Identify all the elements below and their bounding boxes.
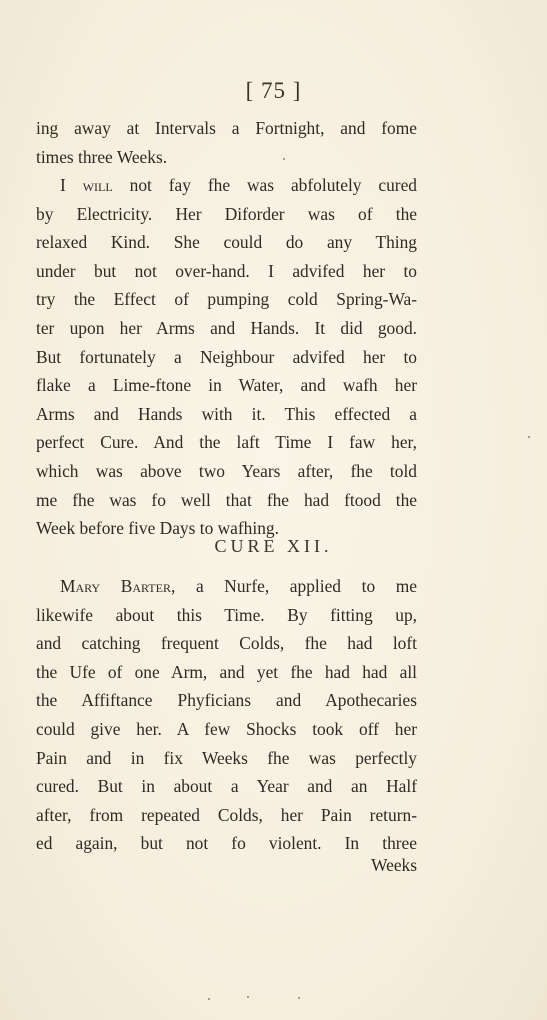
text-line: me fhe was fo well that fhe had ftood the — [36, 489, 417, 510]
text-line: after, from repeated Colds, her Pain return- — [36, 804, 417, 825]
text-line: the Affiftance Phyficians and Apothecaries — [36, 690, 417, 711]
text-line: by Electricity. Her Diforder was of the — [36, 203, 417, 224]
text-line: Arms and Hands with it. This effected a — [36, 403, 417, 424]
lead-words: Mary Barter, — [60, 576, 176, 596]
text-line-first — [36, 572, 417, 601]
text-line: ed again, but not fo violent. In three — [36, 833, 417, 854]
text-line: But fortunately a Neighbour advifed her to — [36, 346, 417, 367]
text-line: times three Weeks. — [36, 146, 168, 167]
lead-words: I will — [60, 175, 113, 195]
text-line: not fay fhe was abfolutely cured — [112, 175, 418, 195]
text-line: flake a Lime-ftone in Water, and wafh her — [36, 375, 417, 396]
text-line: and catching frequent Colds, fhe had loft — [36, 633, 417, 654]
text-line: under but not over-hand. I advifed her to — [36, 260, 417, 281]
paragraph-cure-xi-end — [36, 171, 417, 543]
section-heading: CURE XII. — [214, 536, 333, 556]
text-line: cured. But in about a Year and an Half — [36, 776, 417, 797]
text-line: relaxed Kind. She could do any Thing — [36, 232, 417, 253]
text-line: ter upon her Arms and Hands. It did good. — [36, 317, 417, 338]
paper-speck — [208, 998, 210, 1000]
paragraph-continuation — [36, 114, 417, 171]
text-line: could give her. A few Shocks took off her — [36, 718, 417, 739]
page-number: [ 75 ] — [245, 78, 302, 103]
text-line-first — [36, 171, 417, 200]
catchword: Weeks — [371, 855, 417, 875]
paragraph-cure-xii — [36, 572, 417, 858]
text-line: ing away at Intervals a Fortnight, and fome — [36, 118, 417, 138]
text-line: try the Effect of pumping cold Spring-Wa- — [36, 289, 417, 310]
paper-speck — [528, 436, 530, 438]
text-line: Pain and in fix Weeks fhe was perfectly — [36, 747, 417, 768]
paper-speck — [283, 158, 285, 160]
text-line: the Ufe of one Arm, and yet fhe had had all — [36, 661, 417, 682]
text-line: likewife about this Time. By fitting up, — [36, 604, 417, 625]
paper-speck — [247, 996, 249, 998]
text-line: a Nurfe, applied to me — [175, 576, 418, 596]
text-line: perfect Cure. And the laft Time I faw her, — [36, 432, 417, 453]
text-line: Week before five Days to wafhing. — [36, 518, 279, 539]
text-line: which was above two Years after, fhe told — [36, 460, 417, 481]
paper-speck — [298, 997, 300, 999]
